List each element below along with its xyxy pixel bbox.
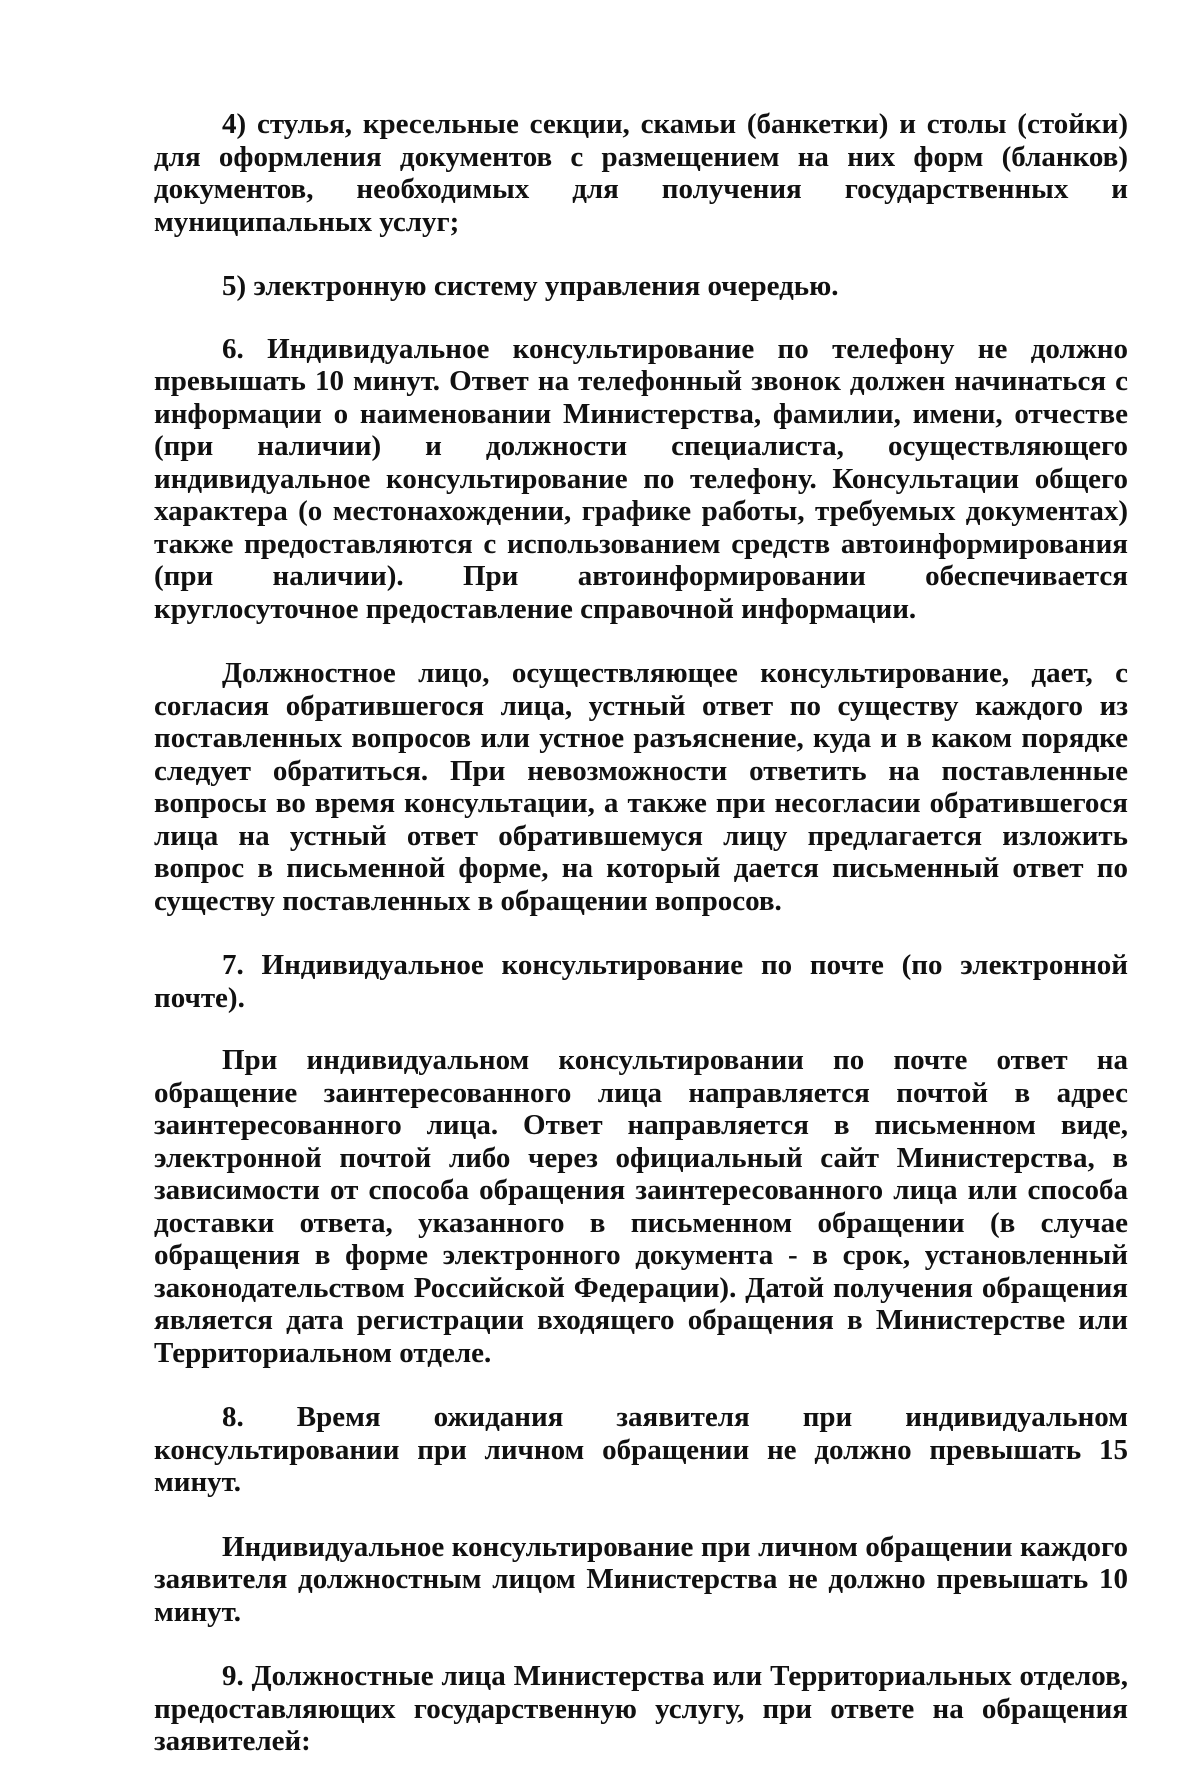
paragraph-item-5: 5) электронную систему управления очередью. [222,270,839,302]
paragraph-section-8: 8. Время ожидания заявителя при индивидуальном консультировании при личном обращении не должно превышать 15 минут. [154,1401,1128,1498]
paragraph-section-6: 6. Индивидуальное консультирование по телефону не должно превышать 10 минут. Ответ на телефонный звонок должен начинаться с информации о наименовании Министерства, фамилии, имени, отчестве (при наличии) и должности специалиста, осуществляющего индивидуальное консультирование по телефону. Консультации общего характера (о местонахождении, графике работы, требуемых документах) также предоставляются с использованием средств автоинформирования (при наличии). При автоинформировании обеспечивается круглосуточное предоставление справочной информации. [154,332,1128,625]
paragraph-official-consultation: Должностное лицо, осуществляющее консультирование, дает, с согласия обратившегося лица, устный ответ по существу каждого из поставленных вопросов или устное разъяснение, куда и в каком порядке следует обратиться. При невозможности ответить на поставленные вопросы во время консультации, а также при несогласии обратившегося лица на устный ответ обратившемуся лицу предлагается изложить вопрос в письменной форме, на который дается письменный ответ по существу поставленных в обращении вопросов. [154,657,1128,917]
paragraph-mail-consultation: При индивидуальном консультировании по почте ответ на обращение заинтересованного лица направляется почтой в адрес заинтересованного лица. Ответ направляется в письменном виде, электронной почтой либо через официальный сайт Министерства, в зависимости от способа обращения заинтересованного лица или способа доставки ответа, указанного в письменном обращении (в случае обращения в форме электронного документа - в срок, установленный законодательством Российской Федерации). Датой получения обращения является дата регистрации входящего обращения в Министерстве или Территориальном отделе. [154,1044,1128,1369]
document-body [154,108,1128,1790]
paragraph-section-9: 9. Должностные лица Министерства или Территориальных отделов, предоставляющих государственную услугу, при ответе на обращения заявителей: [154,1660,1128,1757]
paragraph-section-7: 7. Индивидуальное консультирование по почте (по электронной почте). [154,949,1128,1014]
paragraph-item-4: 4) стулья, кресельные секции, скамьи (банкетки) и столы (стойки) для оформления документов с размещением на них форм (бланков) документов, необходимых для получения государственных и муниципальных услуг; [154,108,1128,238]
paragraph-personal-consultation: Индивидуальное консультирование при личном обращении каждого заявителя должностным лицом Министерства не должно превышать 10 минут. [154,1530,1128,1628]
